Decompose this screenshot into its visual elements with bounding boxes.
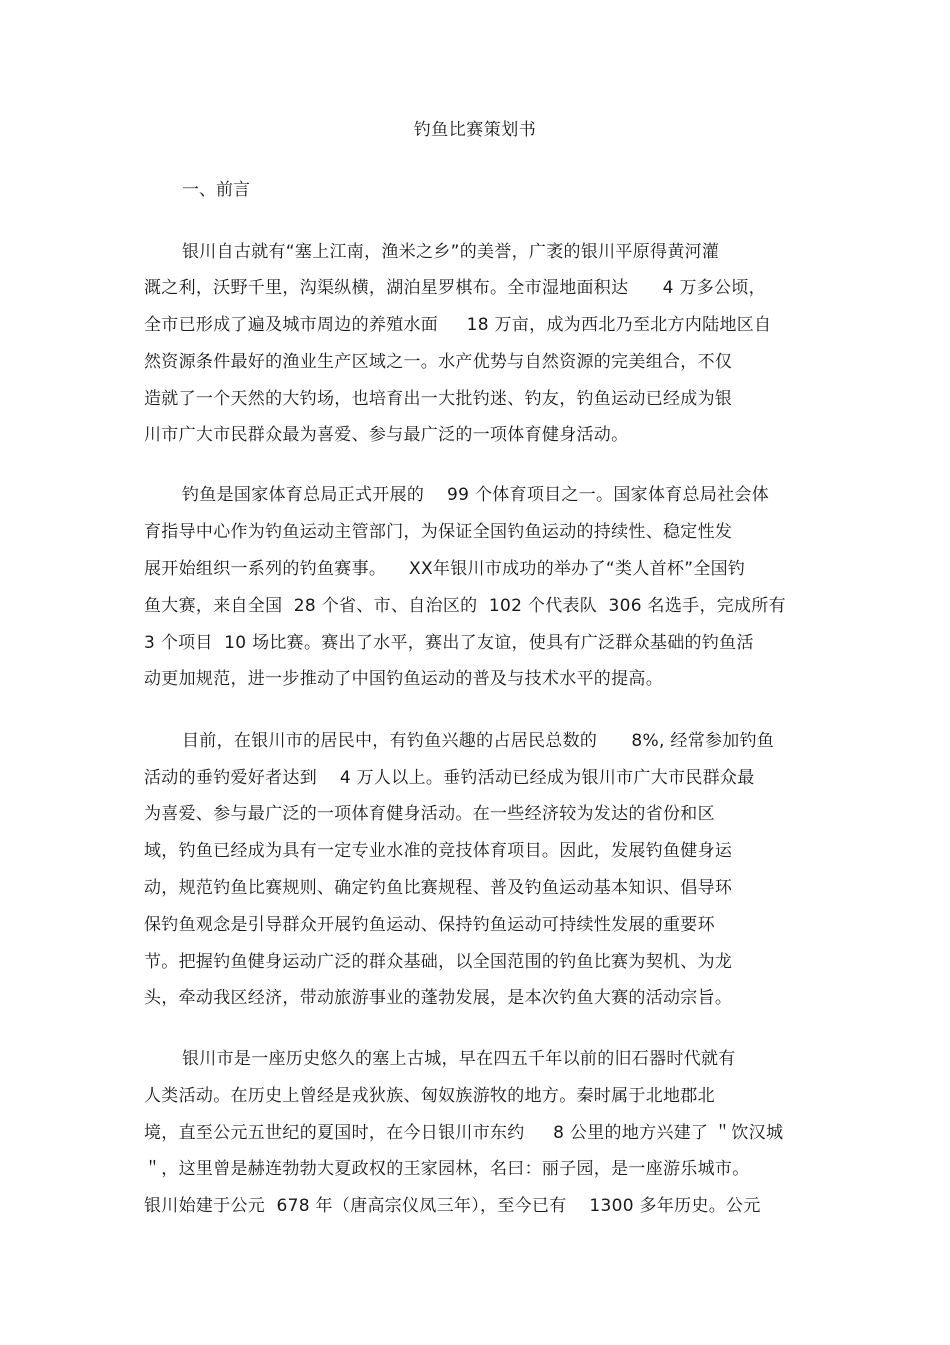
paragraph-4-line-1: 银川市是一座历史悠久的塞上古城，早在四五千年以前的旧石器时代就有 <box>182 1049 736 1069</box>
paragraph-2-line-1: 钓鱼是国家体育总局正式开展的 99 个体育项目之一。国家体育总局社会体 <box>182 485 770 505</box>
paragraph-1-line-2: 溉之利，沃野千里，沟渠纵横，湖泊星罗棋布。全市湿地面积达 4 万多公顷， <box>144 278 766 298</box>
paragraph-4-line-3: 境，直至公元五世纪的夏国时，在今日银川市东约 8 公里的地方兴建了 ＂饮汉城 <box>144 1123 784 1143</box>
paragraph-2-line-6: 动更加规范，进一步推动了中国钓鱼运动的普及与技术水平的提高。 <box>144 669 663 689</box>
paragraph-2-line-5: 3 个项目 10 场比赛。赛出了水平，赛出了友谊，使具有广泛群众基础的钓鱼活 <box>144 633 754 653</box>
paragraph-2-line-2: 育指导中心作为钓鱼运动主管部门，为保证全国钓鱼运动的持续性、稳定性发 <box>144 522 733 542</box>
paragraph-1-line-1: 银川自古就有“塞上江南，渔米之乡”的美誉，广袤的银川平原得黄河灌 <box>182 242 720 262</box>
paragraph-1-line-6: 川市广大市民群众最为喜爱、参与最广泛的一项体育健身活动。 <box>144 425 629 445</box>
paragraph-4-line-4: ＂，这里曾是赫连勃勃大夏政权的王家园林，名曰：丽子园，是一座游乐城市。 <box>144 1159 750 1179</box>
paragraph-3-line-6: 保钓鱼观念是引导群众开展钓鱼运动、保持钓鱼运动可持续性发展的重要环 <box>144 915 715 935</box>
paragraph-3-line-8: 头，牵动我区经济，带动旅游事业的蓬勃发展，是本次钓鱼大赛的活动宗旨。 <box>144 988 733 1008</box>
paragraph-3-line-2: 活动的垂钓爱好者达到 4 万人以上。垂钓活动已经成为银川市广大市民群众最 <box>144 768 755 788</box>
paragraph-2-line-3: 展开始组织一系列的钓鱼赛事。 XX年银川市成功的举办了“类人首杯”全国钓 <box>144 559 746 579</box>
paragraph-1-line-4: 然资源条件最好的渔业生产区域之一。水产优势与自然资源的完美组合，不仅 <box>144 352 733 372</box>
paragraph-4-line-5: 银川始建于公元 678 年（唐高宗仪凤三年），至今已有 1300 多年历史。公元 <box>144 1196 761 1216</box>
document-title: 钓鱼比赛策划书 <box>413 120 537 140</box>
section-heading: 一、前言 <box>182 180 250 200</box>
paragraph-4-line-2: 人类活动。在历史上曾经是戎狄族、匈奴族游牧的地方。秦时属于北地郡北 <box>144 1086 715 1106</box>
paragraph-3-line-4: 域，钓鱼已经成为具有一定专业水准的竞技体育项目。因此，发展钓鱼健身运 <box>144 841 733 861</box>
paragraph-3-line-3: 为喜爱、参与最广泛的一项体育健身活动。在一些经济较为发达的省份和区 <box>144 804 715 824</box>
paragraph-3-line-7: 节。把握钓鱼健身运动广泛的群众基础，以全国范围的钓鱼比赛为契机、为龙 <box>144 952 733 972</box>
paragraph-3-line-1: 目前，在银川市的居民中，有钓鱼兴趣的占居民总数的 8%, 经常参加钓鱼 <box>182 731 775 751</box>
paragraph-1-line-3: 全市已形成了遍及城市周边的养殖水面 18 万亩，成为西北乃至北方内陆地区自 <box>144 315 772 335</box>
paragraph-1-line-5: 造就了一个天然的大钓场，也培育出一大批钓迷、钓友，钓鱼运动已经成为银 <box>144 389 733 409</box>
paragraph-3-line-5: 动，规范钓鱼比赛规则、确定钓鱼比赛规程、普及钓鱼运动基本知识、倡导环 <box>144 878 733 898</box>
paragraph-2-line-4: 鱼大赛，来自全国 28 个省、市、自治区的 102 个代表队 306 名选手，完成所有 <box>144 596 786 616</box>
